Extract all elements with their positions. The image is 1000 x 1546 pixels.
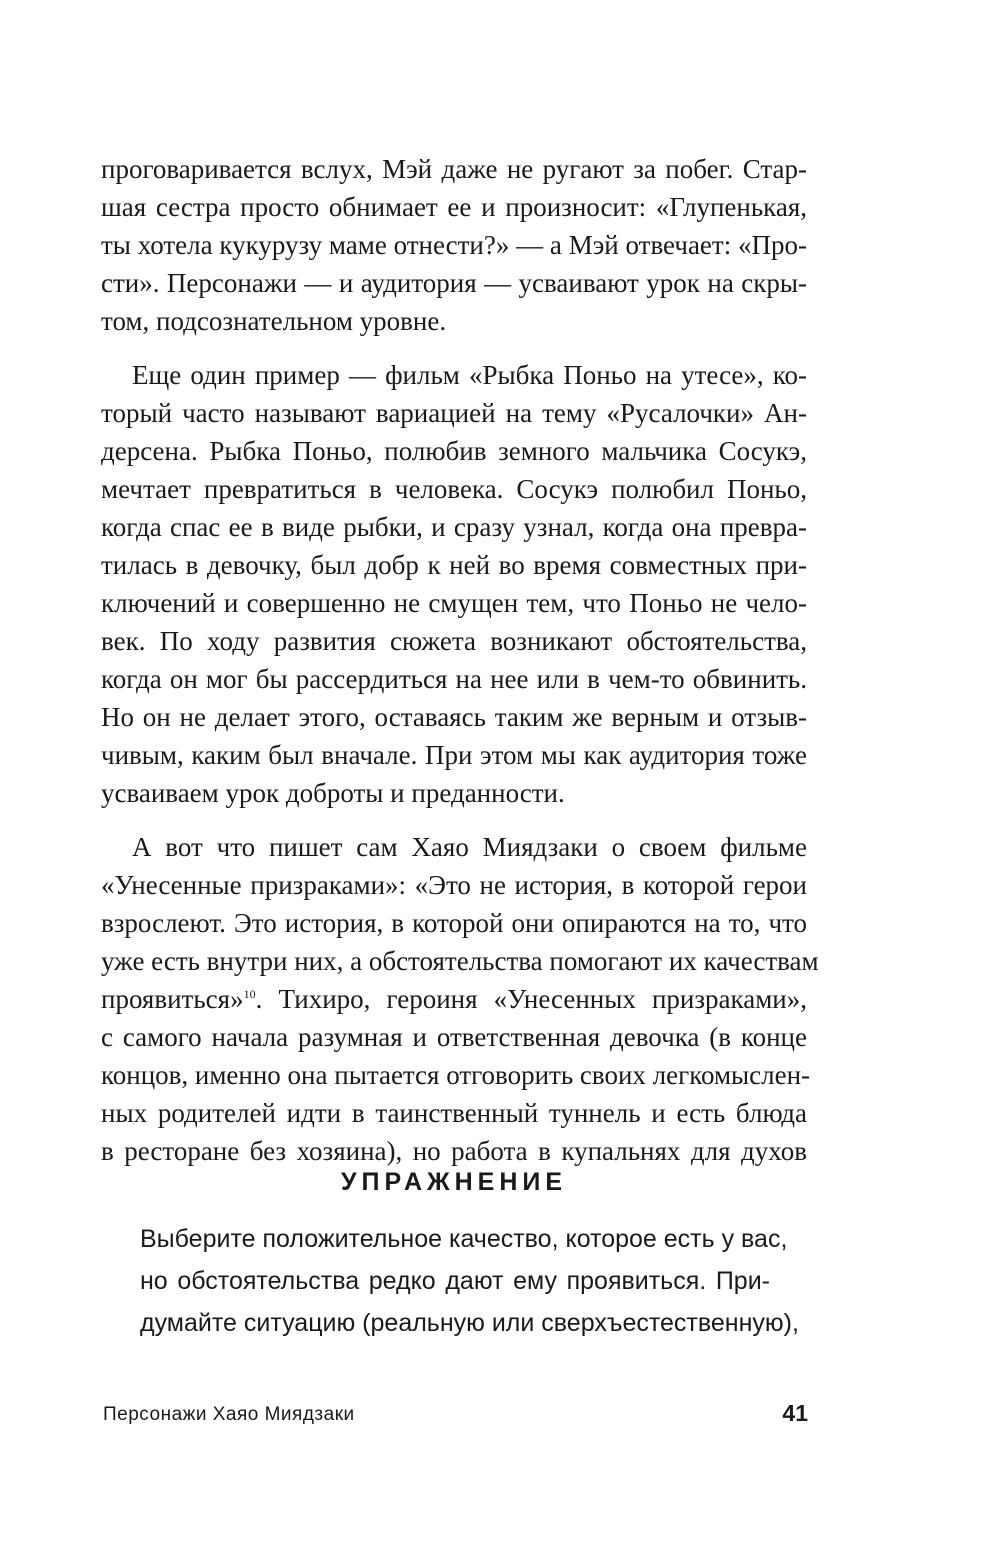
text-line: в ресторане без хозяина), но работа в купальнях для духов	[101, 1136, 807, 1166]
text-line: ных родителей идти в таинственный туннель и есть блюда	[101, 1098, 807, 1128]
text-line: Но он не делает этого, оставаясь таким же верным и отзыв-	[101, 702, 807, 732]
exercise-line: думайте ситуацию (реальную или сверхъестественную),	[140, 1309, 799, 1337]
text-line: торый часто называют вариацией на тему «Русалочки» Ан-	[101, 398, 807, 428]
text-line: том, подсознательном уровне.	[101, 306, 447, 336]
footnote-ref: 10	[243, 987, 256, 1001]
page-number: 41	[782, 1400, 808, 1426]
text-line: ключений и совершенно не смущен тем, что Поньо не чело-	[101, 588, 807, 618]
text-line: усваиваем урок доброты и преданности.	[101, 778, 565, 808]
exercise-line: но обстоятельства редко дают ему проявиться. При-	[140, 1267, 770, 1295]
text-line: век. По ходу развития сюжета возникают обстоятельства,	[101, 626, 807, 656]
text-line-with-footnote	[101, 980, 807, 1018]
running-footer-title: Персонажи Хаяо Миядзаки	[103, 1404, 355, 1425]
text-line: когда он мог бы рассердиться на нее или в чем-то обвинить.	[101, 664, 807, 694]
text-line: дерсена. Рыбка Поньо, полюбив земного мальчика Сосукэ,	[101, 436, 807, 466]
text-line: концов, именно она пытается отговорить своих легкомыслен-	[101, 1060, 811, 1090]
text-line: взрослеют. Это история, в которой они опираются на то, что	[101, 908, 807, 938]
text-line: тилась в девочку, был добр к ней во время совместных при-	[101, 550, 807, 580]
text-line: А вот что пишет сам Хаяо Миядзаки о своем фильме	[132, 832, 807, 862]
text-line: шая сестра просто обнимает ее и произносит: «Глупенькая,	[101, 192, 807, 222]
text-line: сти». Персонажи — и аудитория — усваивают урок на скры-	[101, 268, 807, 298]
exercise-heading: УПРАЖНЕНИЕ	[340, 1168, 568, 1196]
text-fragment: . Тихиро, героиня «Унесенных призраками»,	[255, 984, 807, 1014]
text-line: проговаривается вслух, Мэй даже не ругают за побег. Стар-	[101, 154, 807, 184]
text-line: когда спас ее в виде рыбки, и сразу узнал, когда она превра-	[101, 512, 807, 542]
text-line: ты хотела кукурузу маме отнести?» — а Мэй отвечает: «Про-	[101, 230, 807, 260]
text-line: «Унесенные призраками»: «Это не история, в которой герои	[101, 870, 807, 900]
text-line: уже есть внутри них, а обстоятельства помогают их качествам	[101, 946, 819, 976]
text-line: чивым, каким был вначале. При этом мы как аудитория тоже	[101, 740, 807, 770]
text-line: с самого начала разумная и ответственная девочка (в конце	[101, 1022, 807, 1052]
text-line: Еще один пример — фильм «Рыбка Поньо на утесе», ко-	[132, 360, 807, 390]
exercise-line: Выберите положительное качество, которое есть у вас,	[140, 1225, 788, 1253]
text-fragment: проявиться»	[101, 984, 244, 1014]
text-line: мечтает превратиться в человека. Сосукэ полюбил Поньо,	[101, 474, 807, 504]
